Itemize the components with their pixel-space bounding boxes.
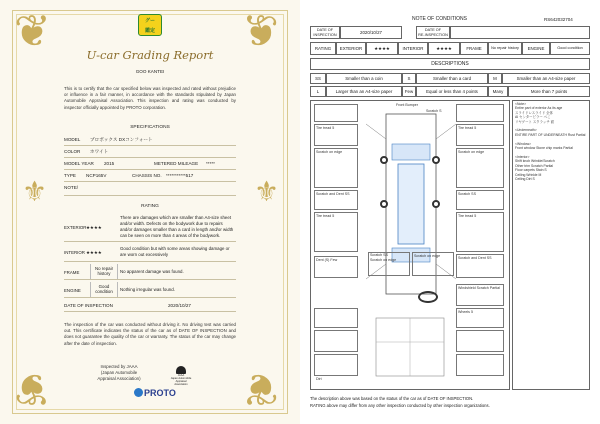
car-roof: [398, 164, 424, 244]
certificate-title: U-car Grading Report: [86, 48, 214, 62]
interior-stars: ★★★★: [86, 250, 102, 255]
footer-note-2: RATING above may differ from any other inspection conducted by other inspection organizations.: [310, 403, 490, 408]
engine-box: Good condition: [90, 282, 118, 297]
model-year-value: 2015: [104, 161, 115, 166]
note-scratch-on-edge: Scratch on edge: [458, 150, 485, 154]
legend-text: Smaller than a card: [416, 73, 488, 84]
date-row: [64, 300, 236, 312]
legend-code: M: [488, 73, 502, 84]
spec-row-note: [64, 182, 236, 196]
spec-row-year: [64, 158, 236, 170]
note-label: NOTE/: [64, 185, 79, 190]
note-box: [456, 354, 504, 376]
ornament-bottom-left-icon: ❦: [14, 363, 51, 414]
certificate-subtitle: GOO KANTEI: [135, 69, 165, 74]
color-value: ホワイト: [90, 149, 109, 154]
date-label: DATE OF INSPECTION: [64, 303, 113, 308]
chassis-value: ***********517: [166, 173, 194, 178]
rating-engine: [64, 282, 236, 298]
ornament-right-icon: ⚜: [254, 175, 280, 208]
note-front-bumper: Front Bumper: [396, 103, 418, 107]
legend-code: Few: [402, 86, 416, 97]
exterior-stars: ★★★★: [86, 225, 102, 230]
frame-value: No repair history: [488, 42, 522, 55]
mileage-label: METERED MILEAGE: [154, 161, 199, 166]
note-of-conditions: [300, 0, 600, 424]
legend-text: Equal or less than 4 points: [416, 86, 488, 97]
ornament-top-left-icon: ❦: [14, 6, 51, 57]
interior-description: Good condition but with some areas showing damage or are worn out excessively: [120, 246, 230, 257]
certificate-closing: The inspection of the car was conducted without driving it. No driving test was carried out. This certificate indicates the status of the car as of DATE OF INSPECTION and does not guarantee the quality of the car or warranty. The status of the car may change after the date of inspection.: [64, 322, 236, 346]
note-scratch-on-edge: Scratch on edge: [316, 150, 343, 154]
interior-stars: ★★★★: [428, 42, 460, 55]
wheel-front-right-icon: [432, 156, 440, 164]
note-box: [314, 354, 358, 376]
inspection-date-value: 2020/10/27: [340, 26, 402, 39]
wheel-front-left-icon: [380, 156, 388, 164]
model-value: プロボックス DXコンフォート: [90, 137, 153, 142]
exterior-label: EXTERIOR: [64, 225, 87, 230]
rating-label: RATING: [310, 42, 336, 55]
frame-box: No repair history: [90, 264, 118, 279]
engine-label: ENGINE: [522, 42, 550, 55]
legend-text: Smaller than a coin: [326, 73, 402, 84]
note-box: [456, 104, 504, 122]
interior-seat-diagram: [370, 312, 450, 382]
note-scratch-rear: Scratch SS Scratch on edge: [370, 253, 397, 262]
spec-row-model: [64, 134, 236, 146]
engine-value: Good condition: [550, 42, 590, 55]
frame-description: No apparent damage was found.: [120, 269, 184, 274]
ornament-bottom-right-icon: ❦: [242, 363, 279, 414]
wheel-rear-right-icon: [432, 200, 440, 208]
legend-text: Larger than an A4-size paper: [326, 86, 402, 97]
legend-text: More than 7 points: [508, 86, 590, 97]
note-tire-tread: Tire tread 5: [458, 126, 477, 130]
document-number: RS642032704: [544, 17, 573, 22]
legend-text: Smaller than an A4-size paper: [502, 73, 590, 84]
type-label: TYPE: [64, 173, 76, 178]
spec-row-color: [64, 146, 236, 158]
model-year-label: MODEL YEAR: [64, 161, 94, 166]
note-box: [456, 330, 504, 352]
note-box: [314, 308, 358, 328]
exterior-stars: ★★★★: [366, 42, 398, 55]
note-dent: Dent (S) Few: [316, 258, 338, 262]
ornament-top-right-icon: ❦: [242, 6, 279, 57]
exterior-label: EXTERIOR: [336, 42, 366, 55]
note-scratch-on-edge: Scratch on edge: [414, 254, 441, 258]
exterior-description: There are damages which are smaller than A4-size sheet and/or width. Defects on the bodywork due to repairs and/or damages smaller than a card in length and/or width can be seen on more than 4 areas of the bodywork.: [120, 215, 234, 238]
descriptions-heading: DESCRIPTIONS: [310, 58, 590, 70]
note-wheels: Wheels 5: [458, 310, 473, 314]
specifications-heading: SPECIFICATIONS: [130, 125, 170, 130]
proto-logo: [134, 388, 196, 398]
steering-wheel-icon: [418, 291, 438, 303]
legend-code: L: [310, 86, 326, 97]
jaaa-mark-icon: [176, 366, 186, 374]
note-windshield: Windshield Scratch Partial: [458, 286, 500, 290]
legend-code: SS: [310, 73, 326, 84]
rating-interior: [64, 244, 236, 262]
rating-exterior: [64, 213, 236, 242]
date-value: 2020/10/27: [168, 303, 191, 308]
note-scratch: Scratch S: [426, 109, 442, 113]
reinspection-date-value: [450, 26, 590, 39]
leader-line: [436, 124, 456, 139]
wheel-rear-left-icon: [380, 200, 388, 208]
note-tire-tread: Tire tread 5: [316, 214, 335, 218]
engine-label: ENGINE: [64, 288, 81, 293]
legend-code: S: [402, 73, 416, 84]
inspection-date-label: DATE OF INSPECTION: [310, 26, 340, 39]
car-windshield: [392, 144, 430, 160]
goo-kantei-logo: グー 鑑定: [138, 14, 162, 36]
legend-code: Many: [488, 86, 508, 97]
frame-label: FRAME: [460, 42, 488, 55]
proto-mark-icon: [134, 388, 143, 397]
ornament-left-icon: ⚜: [22, 175, 48, 208]
note-tire-tread: Tire tread 5: [316, 126, 335, 130]
mileage-value: *****: [206, 161, 215, 166]
note-scratch: Scratch SS: [458, 192, 476, 196]
footer-note-1: The description above was based on the status of the car as of DATE OF INSPECTION.: [310, 396, 474, 401]
jaaa-caption: JAAA Japan Automobile Appraisal Association: [170, 374, 192, 386]
certificate-intro: This is to certify that the car specified below was inspected and rated without prejudice or influence in a fair manner, in accordance with the standards stipulated by Japan Automobile Appraisal Association. This inspection and rating was conducted by inspector officially appointed by PROTO corporation.: [64, 86, 236, 110]
condition-notes-text: <Note> Entire part of exterior As its age スライドレスライド 全体 AI センターピラー べこ リヤゲート スクラッチ 面 <Underneath> ENTIRE PART OF UNDERNEATH Rust Partial <Window> Front window Stone chip marks Partial <Interior> Shift knob Wrinkle/Scratch Other trim Scratch Partial Floor carpets Stain S Ceiling Wrinkle M Ceiling Dirt S: [515, 102, 586, 181]
jaaa-logo: [170, 366, 192, 384]
chassis-label: CHASSIS NO.: [132, 173, 162, 178]
proto-text: PROTO: [144, 388, 176, 398]
interior-label: INTERIOR: [398, 42, 428, 55]
inspected-by: Inspected by JAAA (Japan Automobile Appraisal Association): [97, 364, 141, 381]
engine-description: Nothing irregular was found.: [120, 287, 175, 292]
note-box: [314, 330, 358, 352]
rating-heading: RATING: [141, 204, 159, 209]
note-dirt: Dirt: [316, 377, 322, 381]
note-scratch-and-dent: Scratch and Dent SS: [316, 192, 350, 196]
note-scratch-and-dent: Scratch and Dent SS: [458, 256, 492, 260]
color-label: COLOR: [64, 149, 81, 154]
model-label: MODEL: [64, 137, 81, 142]
reinspection-date-label: DATE OF RE-INSPECTION: [416, 26, 450, 39]
note-tire-tread: Tire tread 5: [458, 214, 477, 218]
type-value: NCP165V: [86, 173, 107, 178]
note-box: [314, 104, 358, 122]
rating-frame: [64, 264, 236, 280]
conditions-title: NOTE OF CONDITIONS: [412, 16, 467, 22]
spec-row-type: [64, 170, 236, 182]
frame-label: FRAME: [64, 270, 80, 275]
leader-line: [366, 124, 386, 139]
interior-label: INTERIOR: [64, 250, 85, 255]
